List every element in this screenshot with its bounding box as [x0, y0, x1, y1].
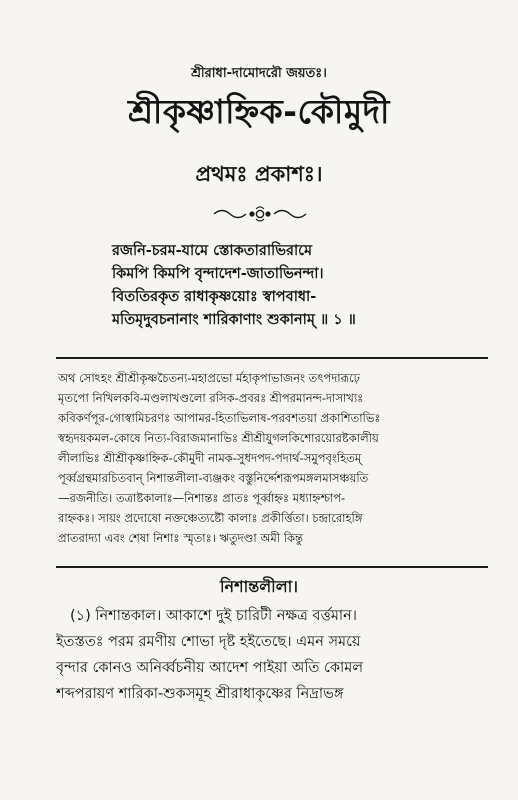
verse-line: রজনি-চরম-যামে স্তোকতারাভিরামে: [112, 243, 313, 259]
commentary-block: [58, 368, 490, 548]
prose-line: ইতস্ততঃ পরম রমণীয় শোভা দৃষ্ট হইতেছে। এমন সময়ে: [56, 634, 361, 650]
verse-line: মতিমৃদুবচনানাং শারিকাণাং শুকানাম্ ॥ ১ ॥: [112, 312, 356, 328]
book-title: শ্রীকৃষ্ণাহ্নিক-কৌমুদী: [128, 92, 390, 131]
commentary-top-rule: [56, 357, 488, 359]
verse-line: বিততিরকৃত রাধাকৃষ্ণয়োঃ স্বাপবাধা-: [112, 289, 317, 305]
prose-line: (১) নিশান্তকাল। আকাশে দুই চারিটী নক্ষত্র বর্ত্তমান।: [70, 608, 357, 624]
commentary-line: স্বহৃদয়কমল-কোষে নিত্য-বিরাজমানাভিঃ শ্রীশ্রীযুগলকিশোরয়োরষ্টকালীয়: [58, 431, 379, 445]
prose-line: শব্দপরায়ণ শারিকা-শুকসমূহ শ্রীরাধাকৃষ্ণের নিদ্রাভঙ্গ: [56, 686, 344, 702]
prose-block: [56, 603, 496, 707]
verse-line: কিমপি কিমপি বৃন্দাদেশ-জাতাভিনন্দা।: [112, 266, 324, 282]
commentary-line: রাহ্নকঃ। সায়ং প্রদোষো নক্তঞ্চেত্যষ্টৌ কালাঃ প্রকীর্ত্তিতা। চন্দ্রারোহঙ্গি: [58, 511, 363, 525]
commentary-line: কবিকর্ণপূর-গোস্বামিচরণঃ আপামর-হিতাভিলাষ-পরবশতয়া প্রকাশিতাভিঃ: [58, 411, 381, 425]
commentary-line: অথ সোঽহং শ্রীশ্রীকৃষ্ণচৈতন্য-মহাপ্রভো র্মহাকৃপাভাজনং তৎপদারূঢ়ে: [58, 371, 360, 385]
commentary-line: মৃতপো নিখিলকবি-মণ্ডলাখণ্ডলো রসিক-প্রবরঃ শ্রীপরমানন্দ-দাসাখ্যঃ: [58, 391, 364, 405]
commentary-line: পূর্ব্বগ্রন্থমারচিতবান্ নিশান্তলীলা-ব্যঞ্জকং বস্তুনির্দ্দেশরূপমঙ্গলমাসঞ্চয়তি: [58, 471, 369, 485]
floral-divider-icon: [210, 205, 310, 223]
commentary-line: প্রাতরাদ্যা এবং শেষা নিশাঃ স্মৃতাঃ। ঋতুদণ্ডা অমী কিন্তু: [58, 531, 303, 545]
chapter-heading: প্রথমঃ প্রকাশঃ।: [195, 162, 323, 186]
commentary-line: লীলাভিঃ শ্রীশ্রীকৃষ্ণাহ্নিক-কৌমুদী নামক-সুধদপদ-পদার্থ-সমুপবৃংহিতম্: [58, 451, 362, 465]
commentary-line: —রজনীতি। তত্রাষ্টকালাঃ—নিশান্তঃ প্রাতঃ পূর্ব্বাহ্নঃ মধ্যাহ্নশ্চাপ-: [58, 491, 346, 505]
invocation-line: শ্রীরাধা-দামোদরৌ জয়তঃ।: [191, 66, 327, 81]
prose-line: বৃন্দার কোনও অনির্ব্বচনীয় আদেশ পাইয়া অতি কোমল: [56, 660, 364, 676]
section-heading: নিশান্তলীলা।: [219, 577, 299, 596]
commentary-bottom-rule: [56, 566, 488, 568]
verse-block: [112, 240, 482, 332]
